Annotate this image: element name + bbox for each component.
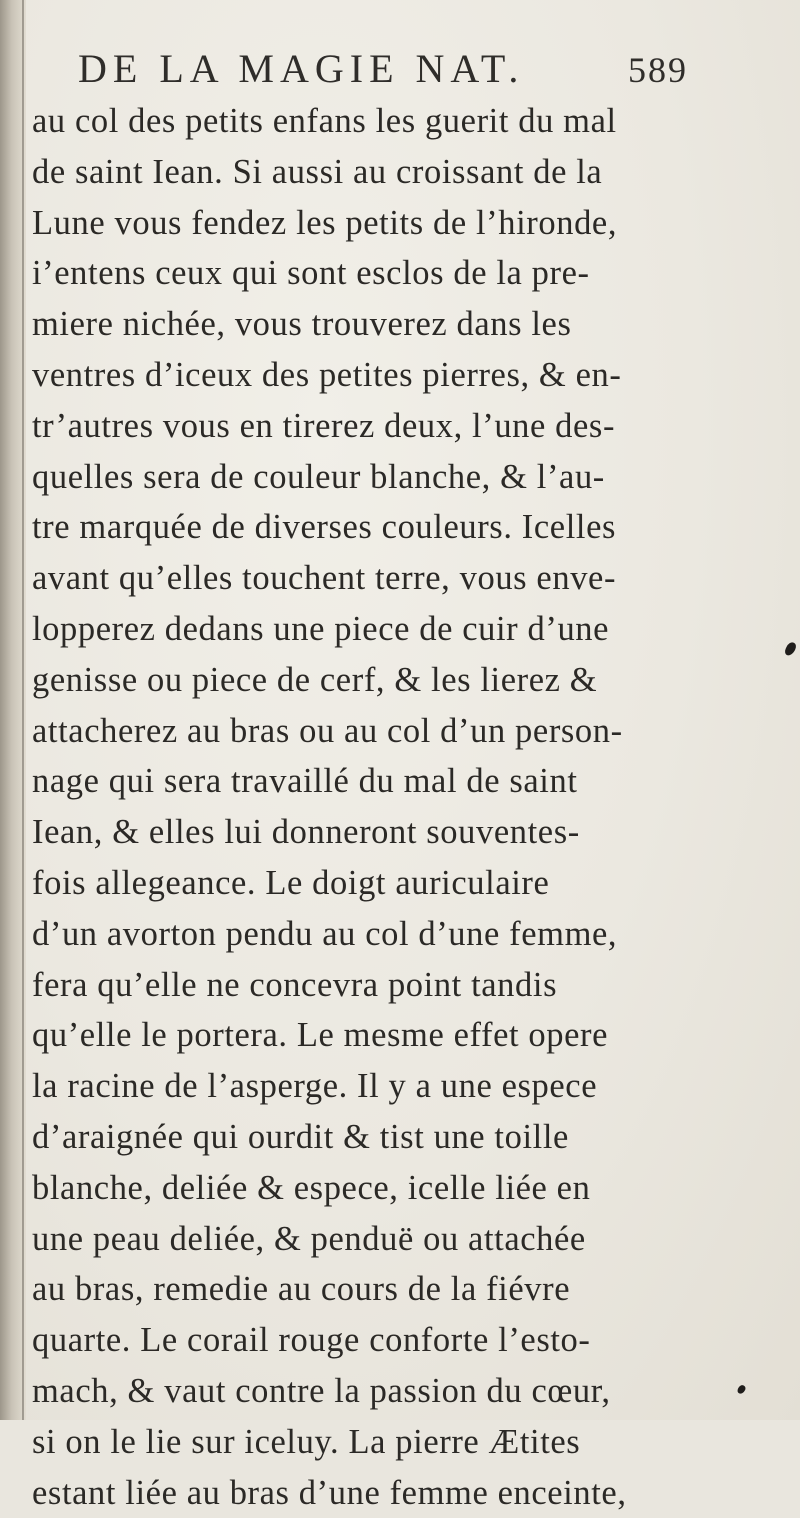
text-line: d’un avorton pendu au col d’une femme, — [32, 914, 618, 953]
text-line: au bras, remedie au cours de la fiévre — [32, 1270, 571, 1309]
text-line: genisse ou piece de cerf, & les lierez & — [32, 660, 598, 699]
text-body — [32, 96, 732, 1518]
page-number: 589 — [628, 50, 688, 90]
text-line: lopperez dedans une piece de cuir d’une — [32, 609, 610, 648]
binding-edge — [22, 0, 24, 1420]
text-line: Iean, & elles lui donneront souventes- — [32, 813, 580, 852]
text-line: attacherez au bras ou au col d’un person- — [32, 711, 623, 750]
text-line: la racine de l’asperge. Il y a une espece — [32, 1067, 598, 1106]
text-line: Lune vous fendez les petits de l’hironde, — [32, 203, 618, 242]
text-line: d’araignée qui ourdit & tist une toille — [32, 1117, 569, 1156]
page-header — [78, 45, 688, 97]
text-line: ventres d’iceux des petites pierres, & en- — [32, 355, 622, 394]
text-line: i’entens ceux qui sont esclos de la pre- — [32, 254, 590, 293]
text-line: de saint Iean. Si aussi au croissant de la — [32, 152, 603, 191]
text-line: tr’autres vous en tirerez deux, l’une des- — [32, 406, 616, 445]
text-line: miere nichée, vous trouverez dans les — [32, 305, 572, 344]
text-line: quarte. Le corail rouge conforte l’esto- — [32, 1321, 591, 1360]
text-line: estant liée au bras d’une femme enceinte, — [32, 1473, 627, 1512]
text-line: qu’elle le portera. Le mesme effet opere — [32, 1016, 609, 1055]
running-title: DE LA MAGIE NAT. — [78, 46, 525, 91]
text-line: blanche, deliée & espece, icelle liée en — [32, 1168, 591, 1207]
text-line: nage qui sera travaillé du mal de saint — [32, 762, 578, 801]
ink-speck — [783, 641, 797, 657]
text-line: une peau deliée, & penduë ou attachée — [32, 1219, 586, 1258]
text-line: si on le lie sur iceluy. La pierre Ætites — [32, 1422, 581, 1461]
ink-speck — [736, 1384, 746, 1395]
text-line: tre marquée de diverses couleurs. Icelles — [32, 508, 617, 547]
text-line: quelles sera de couleur blanche, & l’au- — [32, 457, 605, 496]
text-line: fera qu’elle ne concevra point tandis — [32, 965, 558, 1004]
text-line: fois allegeance. Le doigt auriculaire — [32, 863, 550, 902]
text-line: avant qu’elles touchent terre, vous enve- — [32, 559, 617, 598]
text-line: au col des petits enfans les guerit du mal — [32, 102, 617, 140]
text-line: mach, & vaut contre la passion du cœur, — [32, 1371, 611, 1410]
